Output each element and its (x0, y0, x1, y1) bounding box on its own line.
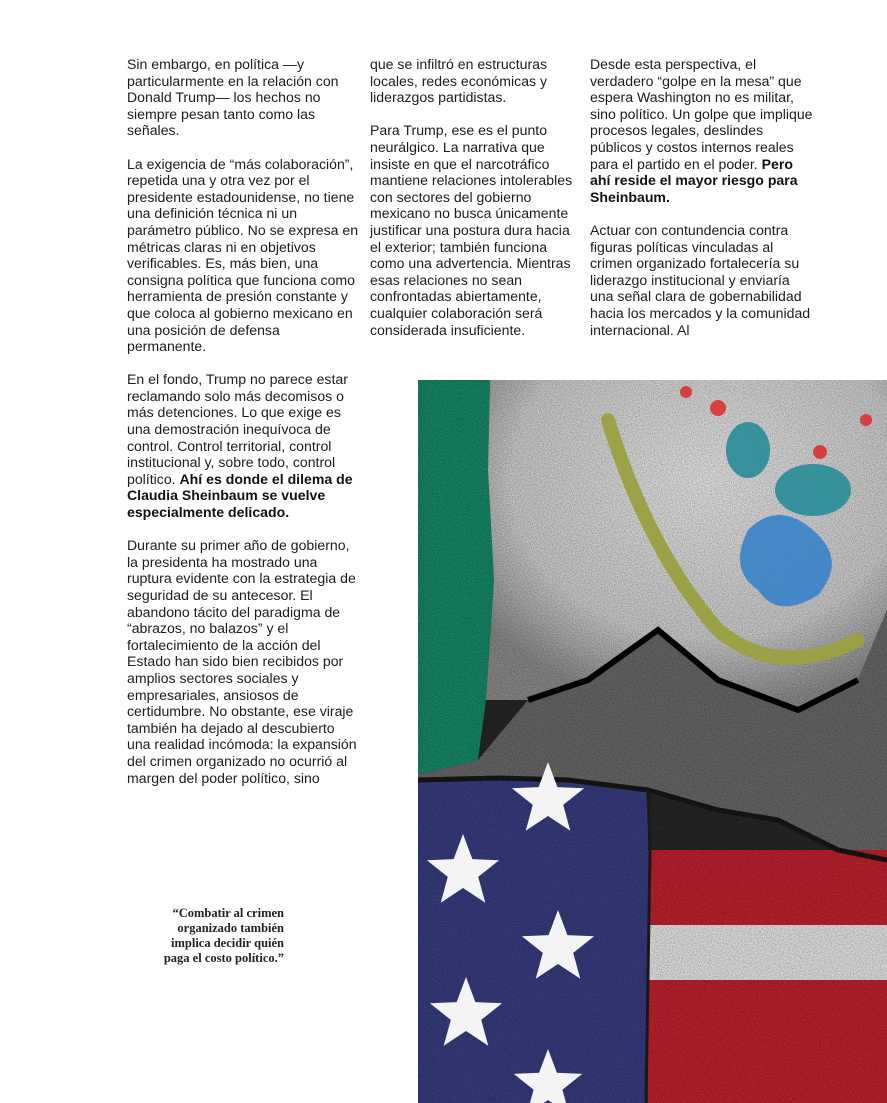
flower (710, 400, 726, 416)
flower (680, 386, 692, 398)
green-band (418, 380, 494, 775)
cactus-pad (726, 422, 770, 478)
cracked-mexico-usa-flag-image (418, 380, 887, 1103)
red-stripe (648, 980, 887, 1103)
text-column-3 (590, 56, 814, 355)
flower (860, 414, 872, 426)
white-stripe (648, 925, 887, 980)
bold-highlight: Pero ahí reside el mayor riesgo para Sheinbaum. (590, 155, 798, 205)
text-column-2 (370, 56, 580, 355)
paragraph: Desde esta perspectiva, el verdadero “golpe en la mesa” que espera Washington no es militar, sino político. Un golpe que implique procesos legales, deslindes públicos y costos internos reales para el partido en el poder. Pero ahí reside el mayor riesgo para Sheinbaum. (590, 56, 813, 205)
paragraph: que se infiltró en estructuras locales, redes económicas y liderazgos partidistas. (370, 56, 548, 106)
paragraph: En el fondo, Trump no parece estar reclamando solo más decomisos o más detenciones. Lo que exige es una demostración inequívoca de control. Control territorial, control institucional y, sobre todo, control político. Ahí es donde el dilema de Claudia Sheinbaum se vuelve especialmente delicado. (127, 371, 353, 521)
pull-quote: “Combatir al crimen organizado también implica decidir quién paga el costo político.” (163, 906, 284, 965)
bold-highlight: Ahí es donde el dilema de Claudia Sheinbaum se vuelve especialmente delicado. (127, 470, 353, 521)
cactus-pad (775, 464, 851, 516)
red-stripe (648, 850, 887, 925)
paragraph: La exigencia de “más colaboración”, repetida una y otra vez por el presidente estadounidense, no tiene una definición técnica ni un parámetro público. No se expresa en métricas claras ni en objetivos verificables. Es, más bien, una consigna política que funciona como herramienta de presión constante y que coloca al gobierno mexicano en una posición de defensa permanente. (127, 155, 359, 355)
paragraph: Durante su primer año de gobierno, la presidenta ha mostrado una ruptura evidente con la estrategia de seguridad de su antecesor. El abandono tácito del paradigma de “abrazos, no balazos” y el fortalecimiento de la acción del Estado han sido bien recibidos por amplios sectores sociales y empresariales, ansiosos de certidumbre. No obstante, ese viraje también ha dejado al descubierto una realidad incómoda: la expansión del crimen organizado no ocurrió al margen del poder político, sino (127, 537, 357, 786)
paragraph: Sin embargo, en política —y particularmente en la relación con Donald Trump— los hechos no siempre pesan tanto como las señales. (127, 56, 339, 139)
paragraph: Para Trump, ese es el punto neurálgico. La narrativa que insiste en que el narcotráfico mantiene relaciones intolerables con sectores del gobierno mexicano no busca únicamente justificar una postura dura hacia el exterior; también funciona como una advertencia. Mientras esas relaciones no sean confrontadas abiertamente, cualquier colaboración será considerada insuficiente. (370, 122, 573, 338)
flower (813, 445, 827, 459)
text-column-1 (127, 56, 359, 803)
paragraph: Actuar con contundencia contra figuras políticas vinculadas al crimen organizado fortalecería su liderazgo institucional y enviaría una señal clara de gobernabilidad hacia los mercados y la comunidad internacional. Al (590, 221, 811, 338)
